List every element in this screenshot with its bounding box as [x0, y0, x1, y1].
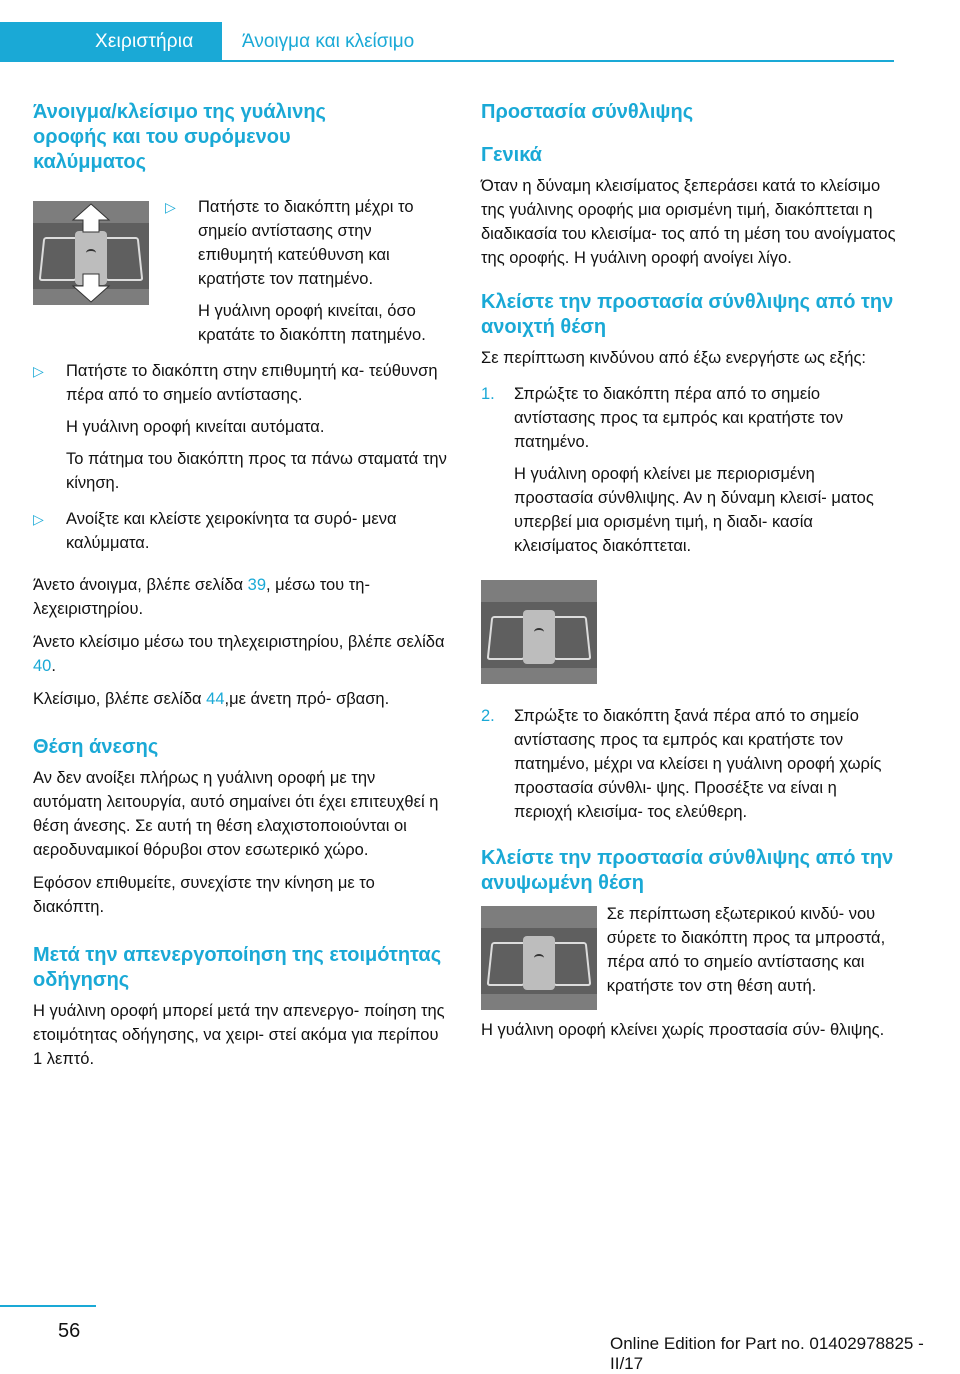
paragraph: Η γυάλινη οροφή μπορεί μετά την απενεργο- ποίηση της ετοιμότητας οδήγησης, να χειρι- στεί ακόμα για περίπου 1 λεπτό. — [33, 1002, 445, 1068]
switch-illustration-block — [481, 906, 896, 1010]
page-link[interactable]: 39 — [247, 576, 267, 594]
bullet-text: Η γυάλινη οροφή κινείται αυτόματα. — [66, 418, 325, 436]
step-text: Σπρώξτε το διακόπτη πέρα από το σημείο αντίστασης προς τα εμπρός και κρατήστε τον πατημένο. — [514, 385, 844, 451]
step-text: Η γυάλινη οροφή κλείνει με περιορισμένη προστασία σύνθλιψης. Αν η δύναμη κλεισί- ματος υπερβεί μια ορισμένη τιμή, η διαδι- κασία κλεισίματος διακόπτεται. — [514, 465, 874, 555]
header-rule — [222, 60, 894, 62]
roof-switch-illustration — [481, 580, 597, 684]
paragraph: Αν δεν ανοίξει πλήρως η γυάλινη οροφή με την αυτόματη λειτουργία, αυτό σημαίνει ότι έχει επιτευχθεί η θέση άνεσης. Σε αυτή τη θέση ελαχιστοποιούνται οι αεροδυναμικοί θόρυβοι στον εσωτερικό χώρο. — [33, 769, 439, 859]
subsection-title-after-standby: Μετά την απενεργοποίηση της ετοιμότητας οδήγησης — [33, 944, 442, 991]
page-link[interactable]: 44 — [206, 690, 225, 708]
cross-reference: Άνετο άνοιγμα, βλέπε σελίδα 39, μέσω του τη- λεχειριστηρίου. — [33, 576, 370, 618]
paragraph: Όταν η δύναμη κλεισίματος ξεπεράσει κατά το κλείσιμο της γυάλινης οροφής μια ορισμένη τιμή, διακόπτεται η διαδικασία του κλεισίμα- τος από τη μέση του ανοίγματος της οροφής. Η γυάλινη οροφή ανοίγει λίγο. — [481, 177, 896, 267]
switch-illustration-block — [33, 198, 448, 347]
left-column — [33, 100, 448, 1071]
triangle-bullet-icon: ▷ — [33, 363, 44, 379]
step-number: 1. — [481, 385, 495, 403]
bullet-text: Πατήστε το διακόπτη στην επιθυμητή κα- τεύθυνση πέρα από το σημείο αντίστασης. — [66, 362, 438, 404]
step-text: Σπρώξτε το διακόπτη ξανά πέρα από το σημείο αντίστασης προς τα εμπρός και κρατήστε τον πατημένο, μέχρι να κλείσει η γυάλινη οροφή χωρίς προστασία σύνθλι- ψης. Προσέξτε να είναι η περιοχή κλεισίμα- τος ελεύθερη. — [514, 707, 882, 821]
section-title-pinch-protection: Προστασία σύνθλιψης — [481, 101, 694, 123]
section-title-open-close: Άνοιγμα/κλείσιμο της γυάλινης οροφής και του συρόμενου καλύμματος — [33, 101, 326, 173]
cross-reference: Κλείσιμο, βλέπε σελίδα 44,με άνετη πρό- σβαση. — [33, 690, 390, 708]
bullet-item — [33, 359, 448, 495]
section-tab: Χειριστήρια — [0, 22, 222, 62]
bullet-text: Πατήστε το διακόπτη μέχρι το σημείο αντίστασης στην επιθυμητή κατεύθυνση και κρατήστε τον πατημένο. — [198, 198, 414, 288]
paragraph: Εφόσον επιθυμείτε, συνεχίστε την κίνηση με το διακόπτη. — [33, 874, 375, 916]
cross-reference: Άνετο κλείσιμο μέσω του τηλεχειριστηρίου, βλέπε σελίδα 40. — [33, 633, 445, 675]
chapter-title: Άνοιγμα και κλείσιμο — [242, 31, 415, 52]
arrow-up-icon — [71, 203, 111, 233]
paragraph: Η γυάλινη οροφή κλείνει χωρίς προστασία σύν- θλιψης. — [481, 1021, 885, 1039]
subsection-title-general: Γενικά — [481, 144, 542, 166]
bullet-item — [33, 507, 448, 555]
numbered-step — [481, 704, 896, 824]
step-number: 2. — [481, 707, 495, 725]
triangle-bullet-icon: ▷ — [33, 511, 44, 527]
bullet-text: Η γυάλινη οροφή κινείται, όσο κρατάτε το διακόπτη πατημένο. — [198, 302, 426, 344]
page-number: 56 — [58, 1320, 81, 1342]
bullet-text: Ανοίξτε και κλείστε χειροκίνητα τα συρό- μενα καλύμματα. — [66, 510, 397, 552]
arrow-down-icon — [71, 273, 111, 303]
footer-rule — [0, 1305, 96, 1307]
subsection-title-comfort: Θέση άνεσης — [33, 736, 159, 758]
edition-note: Online Edition for Part no. 01402978825 - II/17 — [610, 1334, 924, 1373]
triangle-bullet-icon: ▷ — [165, 199, 176, 215]
chapter-header — [0, 22, 894, 62]
paragraph: Σε περίπτωση κινδύνου από έξω ενεργήστε ως εξής: — [481, 349, 867, 367]
roof-switch-illustration — [481, 906, 597, 1010]
bullet-item — [165, 195, 448, 347]
page-link[interactable]: 40 — [33, 657, 52, 675]
subsection-title-from-open: Κλείστε την προστασία σύνθλιψης από την ανοιχτή θέση — [481, 291, 894, 338]
subsection-title-from-raised: Κλείστε την προστασία σύνθλιψης από την ανυψωμένη θέση — [481, 847, 894, 894]
bullet-text: Το πάτημα του διακόπτη προς τα πάνω σταματά την κίνηση. — [66, 450, 447, 492]
right-column — [481, 100, 896, 1042]
roof-switch-illustration — [33, 201, 149, 305]
numbered-step — [481, 382, 896, 558]
paragraph: Σε περίπτωση εξωτερικού κινδύ- νου σύρετε το διακόπτη προς τα μπροστά, πέρα από το σημείο αντίστασης και κρατήστε τον στη θέση αυτή. — [606, 905, 886, 995]
